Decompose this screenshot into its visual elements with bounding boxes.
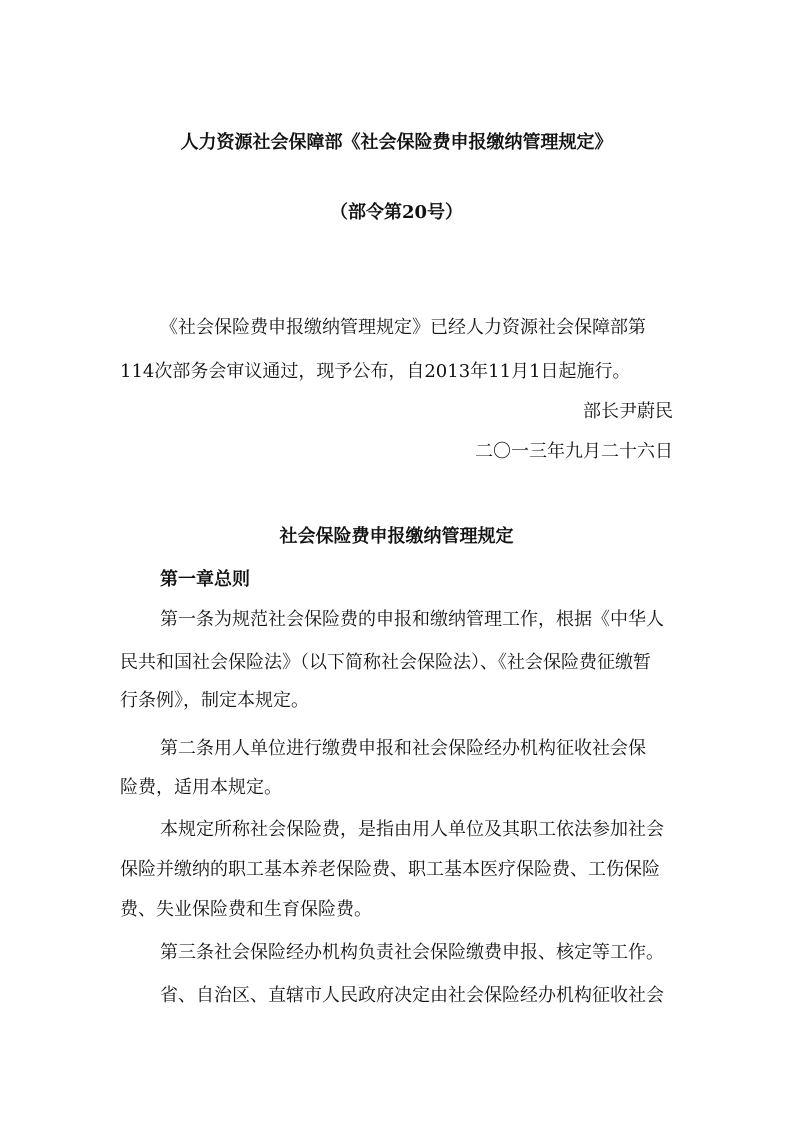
paragraph-line: 保险并缴纳的职工基本养老保险费、职工基本医疗保险费、工伤保险 bbox=[120, 859, 660, 880]
paragraph-line: 行条例》，制定本规定。 bbox=[120, 690, 309, 711]
paragraph-line: 险费，适用本规定。 bbox=[120, 777, 282, 798]
document-title: 人力资源社会保障部《社会保险费申报缴纳管理规定》 bbox=[180, 132, 613, 153]
preamble-line-2: 114次部务会审议通过，现予公布，自2013年11月1日起施行。 bbox=[120, 361, 631, 382]
chapter-heading: 第一章总则 bbox=[160, 569, 250, 590]
order-number: （部令第20号） bbox=[329, 202, 464, 223]
paragraph-line: 省、自治区、直辖市人民政府决定由社会保险经办机构征收社会 bbox=[160, 985, 664, 1006]
preamble-line-1: 《社会保险费申报缴纳管理规定》已经人力资源社会保障部第 bbox=[160, 317, 646, 338]
paragraph-line: 民共和国社会保险法》（以下简称社会保险法）、《社会保险费征缴暂 bbox=[120, 652, 651, 673]
paragraph-line: 第三条社会保险经办机构负责社会保险缴费申报、核定等工作。 bbox=[160, 942, 664, 963]
signature: 部长尹蔚民 bbox=[583, 401, 673, 422]
paragraph-line: 本规定所称社会保险费，是指由用人单位及其职工依法参加社会 bbox=[160, 819, 664, 840]
paragraph-line: 第二条用人单位进行缴费申报和社会保险经办机构征收社会保 bbox=[160, 738, 646, 759]
paragraph-line: 费、失业保险费和生育保险费。 bbox=[120, 899, 372, 920]
signature-date: 二〇一三年九月二十六日 bbox=[475, 441, 673, 462]
paragraph-line: 第一条为规范社会保险费的申报和缴纳管理工作，根据《中华人 bbox=[160, 609, 664, 630]
regulation-title: 社会保险费申报缴纳管理规定 bbox=[279, 526, 514, 547]
